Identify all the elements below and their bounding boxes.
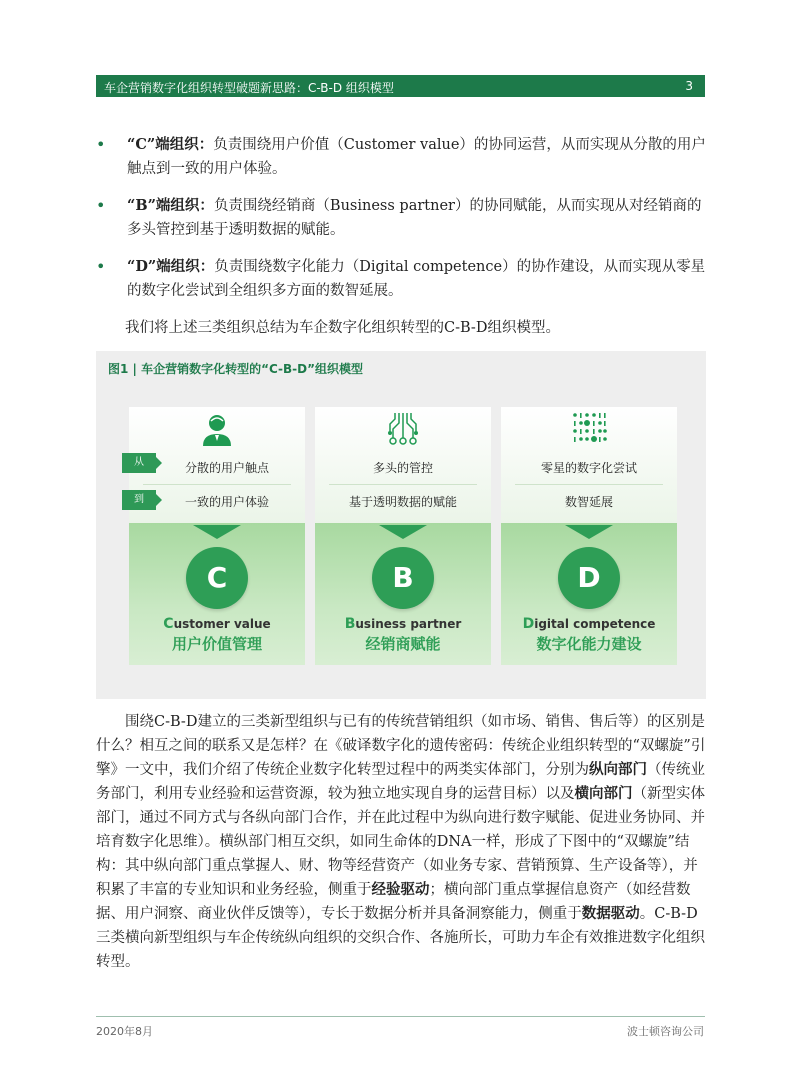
- header-title: 车企营销数字化组织转型破题新思路：C-B-D 组织模型: [104, 81, 394, 95]
- card-divider: [143, 484, 291, 485]
- body-text: （新型实体部门，通过不同方式与各纵向部门合作，并在此过程中为纵向进行数字赋能、促进业务协同、并培育数字化思维）。横纵部门相互交织，如同生命体的DNA一样，形成了下图中的“双螺旋”结构：其中纵向部门重点掌握人、财、物等经营资产（如业务专家、营销预算、生产设备等），并积累了丰富的专业知识和业务经验，侧重于: [96, 786, 705, 898]
- summary-paragraph: 我们将上述三类组织总结为车企数字化组织转型的C-B-D组织模型。: [125, 320, 560, 336]
- body-bold-horizontal: 横向部门: [574, 785, 633, 802]
- footer-date: 2020年8月: [96, 1025, 153, 1038]
- bullet-dot-icon: •: [96, 135, 106, 154]
- c-from-text: 分散的用户触点: [184, 461, 269, 475]
- figure-title: 图1 | 车企营销数字化转型的“C-B-D”组织模型: [108, 362, 364, 376]
- b-to-text: 基于透明数据的赋能: [348, 495, 457, 509]
- b-letter-circle: B: [372, 547, 434, 609]
- page-number: 3: [685, 79, 693, 93]
- bullet-b-heading: “B”端组织：: [127, 197, 214, 214]
- body-paragraph: [96, 710, 708, 974]
- c-english-label: [129, 616, 305, 632]
- user-icon: [129, 411, 305, 451]
- b-english-rest: usiness partner: [355, 617, 462, 631]
- card-divider: [515, 484, 663, 485]
- bullet-c-text: 负责围绕用户价值（Customer value）的协同运营，从而实现从分散的用户触点到一致的用户体验。: [127, 137, 706, 177]
- chevron-down-icon: [193, 525, 241, 539]
- d-english-label: [501, 616, 677, 632]
- body-text: ；横向部门重点掌握信息资产（如经营数据、用户洞察、商业伙伴反馈等），专长于数据分析并具备洞察能力，侧重于: [96, 882, 691, 922]
- d-chinese-label: 数字化能力建设: [536, 635, 642, 653]
- d-english-initial: D: [522, 616, 535, 632]
- bullet-d-heading: “D”端组织：: [127, 258, 215, 275]
- bullet-dot-icon: •: [96, 257, 106, 276]
- body-bold-vertical: 纵向部门: [589, 761, 647, 778]
- body-bold-experience: 经验驱动: [371, 881, 430, 898]
- footer-divider: [96, 1016, 705, 1017]
- bullet-b-text: 负责围绕经销商（Business partner）的协同赋能，从而实现从对经销商的多头管控到基于透明数据的赋能。: [127, 198, 702, 238]
- card-d: [501, 407, 677, 539]
- tag-from: 从: [122, 453, 156, 473]
- b-chinese-label: 经销商赋能: [365, 635, 441, 653]
- body-text: 。C-B-D三类横向新型组织与车企传统纵向组织的交织合作、各施所长，可助力车企有效推进数字化组织转型。: [96, 906, 705, 970]
- d-to-text: 数智延展: [564, 495, 613, 509]
- d-letter-circle: D: [558, 547, 620, 609]
- bullet-c-heading: “C”端组织：: [127, 136, 214, 153]
- footer-org: 波士顿咨询公司: [627, 1025, 704, 1038]
- header-bar: [96, 75, 705, 97]
- c-letter-circle: C: [186, 547, 248, 609]
- bullet-d-text: 负责围绕数字化能力（Digital competence）的协作建设，从而实现从零星的数字化尝试到全组织多方面的数智延展。: [127, 259, 706, 299]
- figure-cbd-model: [96, 351, 706, 699]
- card-b: [315, 407, 491, 539]
- d-english-rest: igital competence: [534, 617, 656, 631]
- c-english-initial: C: [163, 616, 174, 632]
- card-divider: [329, 484, 477, 485]
- b-english-label: [315, 616, 491, 632]
- bullet-dot-icon: •: [96, 196, 106, 215]
- body-text: （传统业务部门，利用专业经验和运营资源，较为独立地实现自身的运营目标）以及: [96, 762, 705, 802]
- b-english-initial: B: [344, 616, 356, 632]
- c-english-rest: ustomer value: [173, 617, 271, 631]
- chevron-down-icon: [379, 525, 427, 539]
- c-to-text: 一致的用户体验: [184, 495, 269, 509]
- tag-to: 到: [122, 490, 156, 510]
- c-chinese-label: 用户价值管理: [171, 635, 262, 653]
- card-c: [129, 407, 305, 539]
- b-from-text: 多头的管控: [372, 461, 433, 475]
- binary-data-icon: [501, 411, 677, 451]
- chevron-down-icon: [565, 525, 613, 539]
- d-from-text: 零星的数字化尝试: [540, 461, 637, 475]
- body-text: 围绕C-B-D建立的三类新型组织与已有的传统营销组织（如市场、销售、售后等）的区别是什么？相互之间的联系又是怎样？在《破译数字化的遗传密码：传统企业组织转型的“双螺旋”引擎》一文中，我们介绍了传统企业数字化转型过程中的两类实体部门，分别为: [96, 714, 706, 778]
- body-bold-data: 数据驱动: [581, 905, 640, 922]
- network-icon: [315, 411, 491, 451]
